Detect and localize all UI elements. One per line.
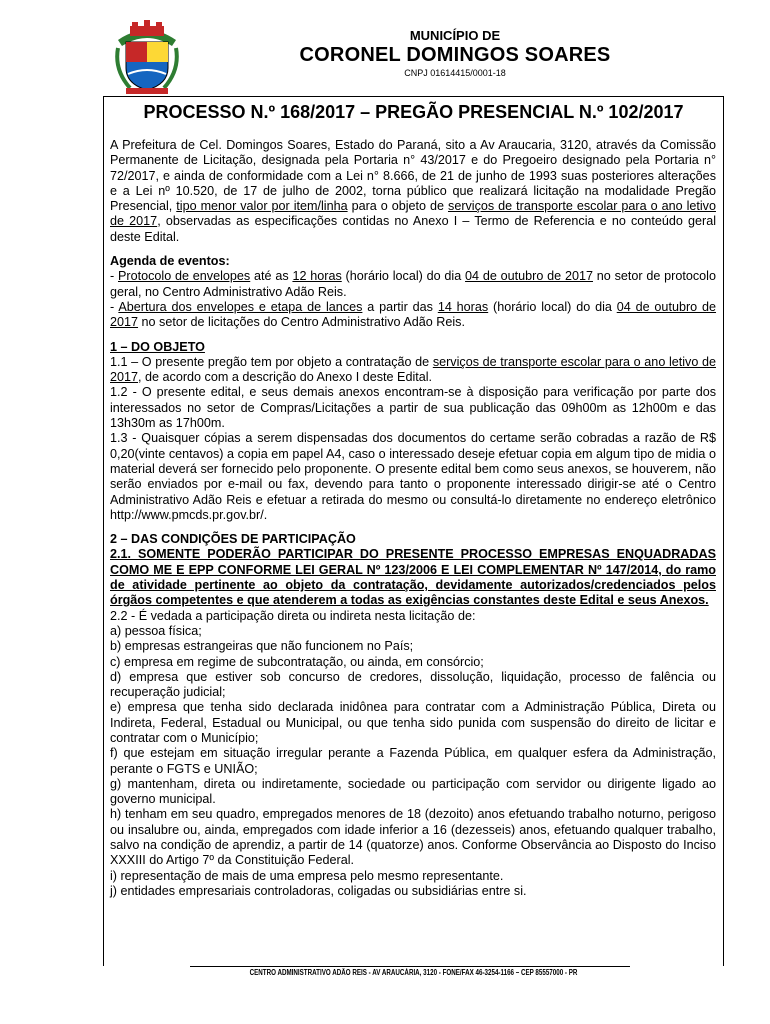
footer-address: CENTRO ADMINISTRATIVO ADÃO REIS - AV ARAUCÁRIA, 3120 - FONE/FAX 46-3254-1166 – CEP 85557000 - PR [249,968,578,977]
clause: 1.2 - O presente edital, e seus demais anexos encontram-se à disposição para verificação por parte dos interessados no setor de Compras/Licitações a partir de sua publicação das 09h00m as 12h00m e das 13h30m as 17h00m. [110,385,716,431]
agenda-item: - Abertura dos envelopes e etapa de lances a partir das 14 horas (horário local) do dia 04 de outubro de 2017 no setor de licitações do Centro Administrativo Adão Reis. [110,299,717,330]
intro-emphasis: tipo menor valor por item/linha [176,199,348,214]
list-item: c) empresa em regime de subcontratação, ou ainda, em consórcio; [110,654,484,669]
agenda-item: - Protocolo de envelopes até as 12 horas (horário local) do dia 04 de outubro de 2017 no setor de protocolo geral, no Centro Administrativo Adão Reis. [110,269,716,299]
document-body [110,138,716,899]
footer-divider [190,966,630,967]
clause: 1.1 – O presente pregão tem por objeto a contratação de serviços de transporte escolar para o ano letivo de 2017, de acordo com a descrição do Anexo I deste Edital. [110,354,716,385]
clause-emphasis: 2.1. SOMENTE PODERÃO PARTICIPAR DO PRESENTE PROCESSO EMPRESAS ENQUADRADAS COMO ME E EPP CONFORME LEI GERAL Nº 123/2006 E LEI COMPLEMENTAR Nº 147/2014, do ramo de atividade pertinente ao objeto da contratação, devidamente autorizados/credenciados pelos órgãos competentes e que atenderem a todas as exigências constantes deste Edital e seus Anexos. [110,547,716,608]
municipality-name: CORONEL DOMINGOS SOARES [299,44,611,66]
intro-text: para o objeto de [347,199,449,214]
clause: 2.2 - É vedada a participação direta ou indireta nesta licitação de: [110,608,476,623]
cnpj: CNPJ 01614415/0001-18 [404,68,506,78]
section-heading: 1 – DO OBJETO [110,339,205,354]
list-item: b) empresas estrangeiras que não funcionem no País; [110,639,414,654]
list-item: a) pessoa física; [110,623,202,638]
list-item: i) representação de mais de uma empresa pelo mesmo representante. [110,868,504,883]
section-heading: 2 – DAS CONDIÇÕES DE PARTICIPAÇÃO [110,532,356,547]
municipality-label: MUNICÍPIO DE [409,28,501,43]
clause: 1.3 - Quaisquer cópias a serem dispensadas dos documentos do certame serão cobradas a razão de R$ 0,20(vinte centavos) a copia em papel A4, caso o interessado deseje efetuar copia em algum tipo de midia o material deverá ser fornecido pelo proponente. O presente edital bem como seus anexos, se houverem, não serão enviados por e-mail ou fax, devendo para tanto o proponente interessado dirigir-se até o Centro Administrativo Adão Reis e efetuar a retirada do mesmo ou consultá-lo diretamente no endereço eletrônico http://www.pmcds.pr.gov.br/. [110,431,716,522]
list-item: g) mantenham, direta ou indiretamente, sociedade ou participação com servidor ou dirigente ligado ao governo municipal. [110,776,716,807]
intro-text: A Prefeitura de Cel. Domingos Soares, Estado do Paraná, sito a Av Araucaria, 3120, através da Comissão Permanente de Licitação, designada pela Portaria n° 43/2017 e do Pregoeiro designado pela Portaria n° 72/2017, e ainda de conformidade com a Lei n° 8.666, de 21 de junho de 1993 suas posteriores alterações e a Lei nº 10.520, de 17 de julho de 2002, torna público que realizará licitação na modalidade Pregão Presencial, [110,138,716,214]
intro-text: , observadas as especificações contidas no Anexo I – Termo de Referencia e no conteúdo geral deste Edital. [110,214,716,244]
list-item: f) que estejam em situação irregular perante a Fazenda Pública, em qualquer esfera da Administração, perante o FGTS e UNIÃO; [110,746,716,776]
intro-emphasis: serviços de transporte escolar para o ano letivo de 2017 [110,199,716,229]
intro-paragraph [110,138,716,245]
process-title: PROCESSO N.º 168/2017 – PREGÃO PRESENCIAL N.º 102/2017 [143,102,684,122]
agenda-heading: Agenda de eventos: [110,254,230,269]
list-item: d) empresa que estiver sob concurso de credores, dissolução, liquidação, processo de falência ou recuperação judicial; [110,669,716,700]
list-item: j) entidades empresariais controladoras, coligadas ou subsidiárias entre si. [110,883,527,898]
municipal-coat-of-arms [112,18,182,96]
list-item: e) empresa que tenha sido declarada inidônea para contratar com a Administração Pública, Direta ou Indireta, Federal, Estadual ou Municipal, ou que tenha sido punida com suspensão do direito de licitar e contratar com o Município; [110,700,716,745]
list-item: h) tenham em seu quadro, empregados menores de 18 (dezoito) anos efetuando trabalho noturno, perigoso ou insalubre ou, ainda, empregados com idade inferior a 16 (dezesseis) anos, efetuando qualquer trabalho, salvo na condição de aprendiz, a partir de 14 (quatorze) anos. Conforme Observância ao Disposto do Inciso XXXIII do Artigo 7º da Constituição Federal. [110,807,716,868]
